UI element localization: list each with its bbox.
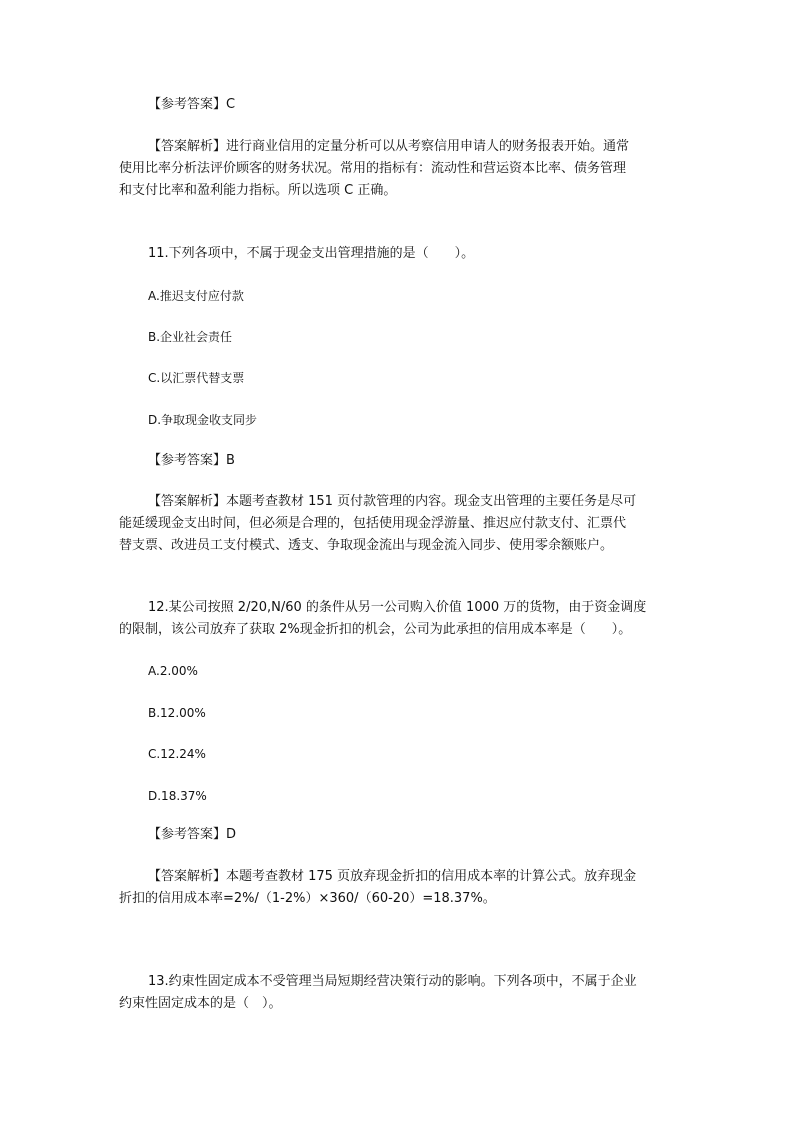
question-11-stem: 11.下列各项中，不属于现金支出管理措施的是（ ）。 xyxy=(148,246,475,261)
question-12-stem-line: 的限制，该公司放弃了获取 2%现金折扣的机会，公司为此承担的信用成本率是（ ）。 xyxy=(119,622,632,637)
question-11-option-b: B.企业社会责任 xyxy=(148,330,233,344)
question-11-analysis-line: 替支票、改进员工支付模式、透支、争取现金流出与现金流入同步、使用零余额账户。 xyxy=(119,538,614,553)
question-11-answer: 【参考答案】B xyxy=(148,453,235,468)
question-12-option-c: C.12.24% xyxy=(148,747,206,761)
question-12-answer: 【参考答案】D xyxy=(148,827,237,842)
question-12-option-b: B.12.00% xyxy=(148,706,206,720)
question-13-stem-line: 13.约束性固定成本不受管理当局短期经营决策行动的影响。下列各项中，不属于企业 xyxy=(148,974,637,989)
question-11-option-d: D.争取现金收支同步 xyxy=(148,413,258,427)
question-12-option-d: D.18.37% xyxy=(148,789,207,803)
question-12-option-a: A.2.00% xyxy=(148,664,198,678)
question-12-analysis-line: 【答案解析】本题考查教材 175 页放弃现金折扣的信用成本率的计算公式。放弃现金 xyxy=(148,869,637,884)
answer-reference: 【参考答案】C xyxy=(148,97,236,112)
answer-analysis-line: 和支付比率和盈利能力指标。所以选项 C 正确。 xyxy=(119,183,397,198)
question-11-analysis-line: 【答案解析】本题考查教材 151 页付款管理的内容。现金支出管理的主要任务是尽可 xyxy=(148,494,637,509)
answer-analysis-line: 使用比率分析法评价顾客的财务状况。常用的指标有：流动性和营运资本比率、债务管理 xyxy=(119,161,627,176)
question-11-option-c: C.以汇票代替支票 xyxy=(148,371,245,385)
question-12-stem-line: 12.某公司按照 2/20,N/60 的条件从另一公司购入价值 1000 万的货物，由于资金调度 xyxy=(148,600,647,615)
question-11-option-a: A.推迟支付应付款 xyxy=(148,289,244,303)
answer-analysis-line: 【答案解析】进行商业信用的定量分析可以从考察信用申请人的财务报表开始。通常 xyxy=(148,139,630,154)
question-11-analysis-line: 能延缓现金支出时间，但必须是合理的，包括使用现金浮游量、推迟应付款支付、汇票代 xyxy=(119,516,627,531)
question-13-stem-line: 约束性固定成本的是（ ）。 xyxy=(119,996,282,1011)
question-12-analysis-line: 折扣的信用成本率=2%/（1-2%）×360/（60-20）=18.37%。 xyxy=(119,891,496,906)
